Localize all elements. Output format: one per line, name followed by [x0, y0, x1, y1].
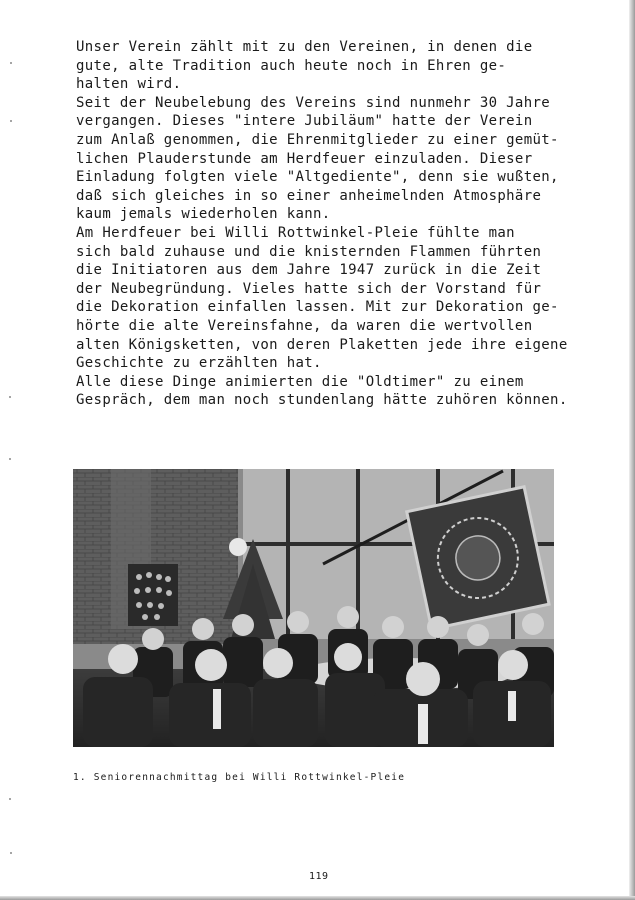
- body-line: Einladung folgten viele "Altgediente", denn sie wußten,: [76, 169, 559, 186]
- body-line: daß sich gleiches in so einer anheimelnden Atmosphäre: [76, 187, 542, 204]
- body-line: Seit der Neubelebung des Vereins sind nunmehr 30 Jahre: [76, 94, 551, 111]
- group-photo: [73, 469, 554, 747]
- body-line: zum Anlaß genommen, die Ehrenmitglieder zu einer gemüt-: [76, 131, 559, 148]
- page-number: 119: [309, 871, 329, 882]
- body-line: kaum jemals wiederholen kann.: [76, 206, 331, 223]
- scan-speck: [9, 798, 11, 800]
- body-line: Am Herdfeuer bei Willi Rottwinkel-Pleie fühlte man: [76, 224, 515, 241]
- body-line: Unser Verein zählt mit zu den Vereinen, in denen die: [76, 39, 533, 55]
- body-line: lichen Plauderstunde am Herdfeuer einzuladen. Dieser: [76, 150, 533, 167]
- body-line: der Neubegründung. Vieles hatte sich der Vorstand für: [76, 280, 542, 297]
- body-line: die Dekoration einfallen lassen. Mit zur Dekoration ge-: [76, 299, 559, 316]
- page-bottom-edge: [0, 896, 635, 900]
- group-photo-illustration: [73, 469, 554, 747]
- body-line: sich bald zuhause und die knisternden Flammen führten: [76, 243, 542, 260]
- body-line: die Initiatoren aus dem Jahre 1947 zurück in die Zeit: [76, 262, 542, 279]
- article-body: [76, 38, 596, 410]
- scan-speck: [10, 120, 12, 122]
- body-line: Geschichte zu erzählten hat.: [76, 355, 322, 372]
- body-line: vergangen. Dieses "intere Jubiläum" hatte der Verein: [76, 113, 533, 130]
- scan-speck: [9, 458, 11, 460]
- body-line: gute, alte Tradition auch heute noch in Ehren ge-: [76, 57, 507, 74]
- body-line: halten wird.: [76, 76, 182, 93]
- page-edge-shadow: [629, 0, 635, 900]
- body-line: alten Königsketten, von deren Plaketten jede ihre eigene: [76, 336, 568, 353]
- body-line: hörte die alte Vereinsfahne, da waren die wertvollen: [76, 317, 533, 334]
- scan-speck: [9, 396, 11, 398]
- scan-speck: [10, 62, 12, 64]
- body-line: Gespräch, dem man noch stundenlang hätte zuhören können.: [76, 392, 568, 409]
- body-line: Alle diese Dinge animierten die "Oldtimer" zu einem: [76, 373, 524, 390]
- scan-speck: [10, 852, 12, 854]
- photo-caption: 1. Seniorennachmittag bei Willi Rottwinkel-Pleie: [73, 772, 406, 783]
